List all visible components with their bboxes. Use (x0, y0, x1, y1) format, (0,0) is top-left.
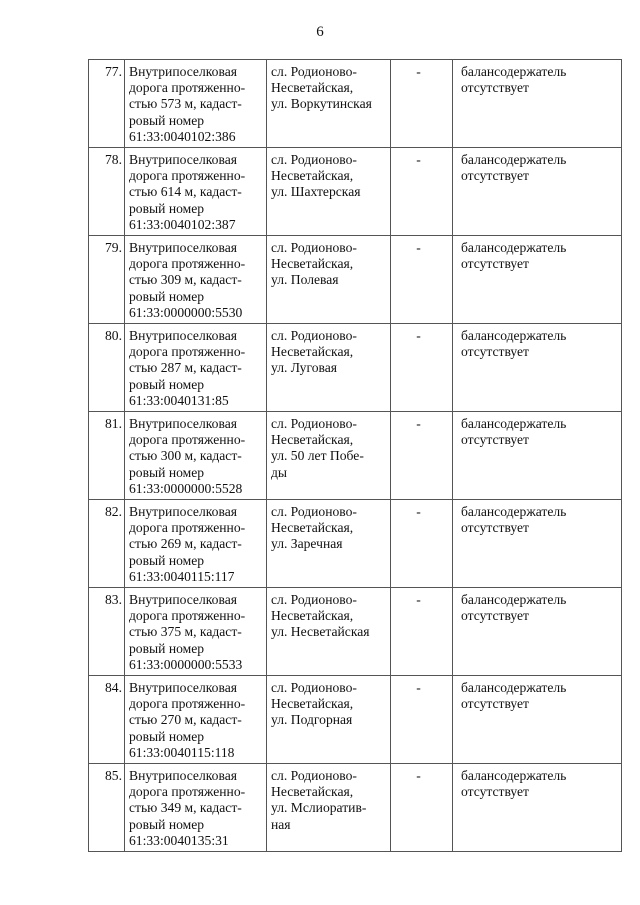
holder-line: балансодержатель (461, 680, 567, 695)
holder-line: отсутствует (461, 784, 530, 800)
table-row (89, 324, 622, 412)
address-line: сл. Родионово- (271, 416, 357, 431)
holder-line: отсутствует (461, 344, 530, 360)
address-line: сл. Родионово- (271, 768, 357, 783)
row-number: 77. (89, 60, 125, 148)
address-line: ул. Мслиоратив- (271, 800, 367, 816)
column-4-value: - (391, 236, 453, 324)
description-line: ровый номер (129, 376, 205, 392)
address-line: Несветайская, (271, 256, 354, 272)
column-4-value: - (391, 148, 453, 236)
description-line: стью 573 м, кадаст- (129, 96, 242, 112)
address-line: ды (271, 464, 288, 480)
address-line: ул. Несветайская (271, 624, 370, 640)
address-line: сл. Родионово- (271, 592, 357, 607)
road-description (125, 676, 267, 764)
holder-line: балансодержатель (461, 64, 567, 79)
description-line: стью 309 м, кадаст- (129, 272, 242, 288)
roads-table-body (89, 60, 622, 852)
address-line: Несветайская, (271, 696, 354, 712)
column-4-value: - (391, 500, 453, 588)
balance-holder (453, 500, 622, 588)
address-line: Несветайская, (271, 344, 354, 360)
column-4-value: - (391, 324, 453, 412)
road-address (267, 148, 391, 236)
table-row (89, 60, 622, 148)
column-4-value: - (391, 412, 453, 500)
description-line: ровый номер (129, 464, 205, 480)
address-line: Несветайская, (271, 432, 354, 448)
column-4-value: - (391, 60, 453, 148)
road-description (125, 764, 267, 852)
holder-line: балансодержатель (461, 768, 567, 783)
road-description (125, 588, 267, 676)
row-number: 84. (89, 676, 125, 764)
holder-line: отсутствует (461, 608, 530, 624)
balance-holder (453, 324, 622, 412)
row-number: 83. (89, 588, 125, 676)
road-description (125, 148, 267, 236)
description-line: ровый номер (129, 112, 205, 128)
holder-line: отсутствует (461, 80, 530, 96)
road-description (125, 60, 267, 148)
description-line: Внутрипоселковая (129, 592, 237, 607)
description-line: дорога протяженно- (129, 344, 246, 360)
address-line: ул. 50 лет Побе- (271, 448, 364, 464)
row-number: 81. (89, 412, 125, 500)
description-line: Внутрипоселковая (129, 680, 237, 695)
address-line: ул. Полевая (271, 272, 339, 288)
road-address (267, 588, 391, 676)
description-line: стью 270 м, кадаст- (129, 712, 242, 728)
road-address (267, 324, 391, 412)
road-address (267, 676, 391, 764)
balance-holder (453, 412, 622, 500)
row-number: 78. (89, 148, 125, 236)
address-line: Несветайская, (271, 608, 354, 624)
description-line: дорога протяженно- (129, 696, 246, 712)
description-line: 61:33:0040135:31 (129, 832, 229, 848)
page-number: 6 (316, 24, 324, 40)
address-line: сл. Родионово- (271, 680, 357, 695)
address-line: ная (271, 816, 291, 832)
address-line: сл. Родионово- (271, 64, 357, 79)
description-line: Внутрипоселковая (129, 64, 237, 79)
description-line: Внутрипоселковая (129, 416, 237, 431)
column-4-value: - (391, 588, 453, 676)
balance-holder (453, 764, 622, 852)
address-line: ул. Подгорная (271, 712, 353, 728)
description-line: стью 349 м, кадаст- (129, 800, 242, 816)
road-description (125, 500, 267, 588)
balance-holder (453, 148, 622, 236)
table-row (89, 676, 622, 764)
description-line: стью 269 м, кадаст- (129, 536, 242, 552)
address-line: Несветайская, (271, 168, 354, 184)
address-line: Несветайская, (271, 784, 354, 800)
description-line: 61:33:0040102:387 (129, 216, 236, 232)
road-description (125, 236, 267, 324)
road-address (267, 412, 391, 500)
holder-line: балансодержатель (461, 592, 567, 607)
address-line: ул. Луговая (271, 360, 338, 376)
description-line: дорога протяженно- (129, 168, 246, 184)
table-row (89, 412, 622, 500)
description-line: 61:33:0040115:118 (129, 744, 235, 760)
row-number: 80. (89, 324, 125, 412)
description-line: Внутрипоселковая (129, 328, 237, 343)
description-line: 61:33:0040131:85 (129, 392, 229, 408)
description-line: дорога протяженно- (129, 784, 246, 800)
road-address (267, 764, 391, 852)
address-line: Несветайская, (271, 520, 354, 536)
description-line: Внутрипоселковая (129, 152, 237, 167)
balance-holder (453, 236, 622, 324)
road-address (267, 500, 391, 588)
description-line: дорога протяженно- (129, 256, 246, 272)
address-line: сл. Родионово- (271, 152, 357, 167)
road-description (125, 412, 267, 500)
holder-line: отсутствует (461, 520, 530, 536)
description-line: ровый номер (129, 552, 205, 568)
holder-line: балансодержатель (461, 240, 567, 255)
holder-line: отсутствует (461, 696, 530, 712)
holder-line: балансодержатель (461, 504, 567, 519)
description-line: дорога протяженно- (129, 520, 246, 536)
address-line: ул. Воркутинская (271, 96, 372, 112)
description-line: дорога протяженно- (129, 80, 246, 96)
holder-line: балансодержатель (461, 416, 567, 431)
table-row (89, 148, 622, 236)
description-line: 61:33:0040102:386 (129, 128, 236, 144)
address-line: ул. Заречная (271, 536, 343, 552)
holder-line: балансодержатель (461, 152, 567, 167)
description-line: ровый номер (129, 728, 205, 744)
description-line: стью 614 м, кадаст- (129, 184, 242, 200)
address-line: сл. Родионово- (271, 504, 357, 519)
balance-holder (453, 588, 622, 676)
description-line: ровый номер (129, 816, 205, 832)
description-line: Внутрипоселковая (129, 768, 237, 783)
description-line: дорога протяженно- (129, 608, 246, 624)
description-line: стью 375 м, кадаст- (129, 624, 242, 640)
holder-line: балансодержатель (461, 328, 567, 343)
row-number: 82. (89, 500, 125, 588)
description-line: 61:33:0000000:5530 (129, 304, 243, 320)
roads-table (88, 59, 622, 852)
address-line: Несветайская, (271, 80, 354, 96)
description-line: стью 300 м, кадаст- (129, 448, 242, 464)
road-description (125, 324, 267, 412)
description-line: 61:33:0000000:5533 (129, 656, 243, 672)
description-line: 61:33:0040115:117 (129, 568, 235, 584)
row-number: 85. (89, 764, 125, 852)
description-line: Внутрипоселковая (129, 504, 237, 519)
address-line: сл. Родионово- (271, 328, 357, 343)
description-line: ровый номер (129, 288, 205, 304)
column-4-value: - (391, 676, 453, 764)
row-number: 79. (89, 236, 125, 324)
holder-line: отсутствует (461, 432, 530, 448)
address-line: ул. Шахтерская (271, 184, 361, 200)
description-line: ровый номер (129, 200, 205, 216)
table-row (89, 500, 622, 588)
description-line: Внутрипоселковая (129, 240, 237, 255)
table-row (89, 236, 622, 324)
holder-line: отсутствует (461, 256, 530, 272)
balance-holder (453, 676, 622, 764)
balance-holder (453, 60, 622, 148)
description-line: ровый номер (129, 640, 205, 656)
holder-line: отсутствует (461, 168, 530, 184)
column-4-value: - (391, 764, 453, 852)
road-address (267, 60, 391, 148)
description-line: стью 287 м, кадаст- (129, 360, 242, 376)
road-address (267, 236, 391, 324)
description-line: дорога протяженно- (129, 432, 246, 448)
description-line: 61:33:0000000:5528 (129, 480, 243, 496)
address-line: сл. Родионово- (271, 240, 357, 255)
table-row (89, 764, 622, 852)
table-row (89, 588, 622, 676)
